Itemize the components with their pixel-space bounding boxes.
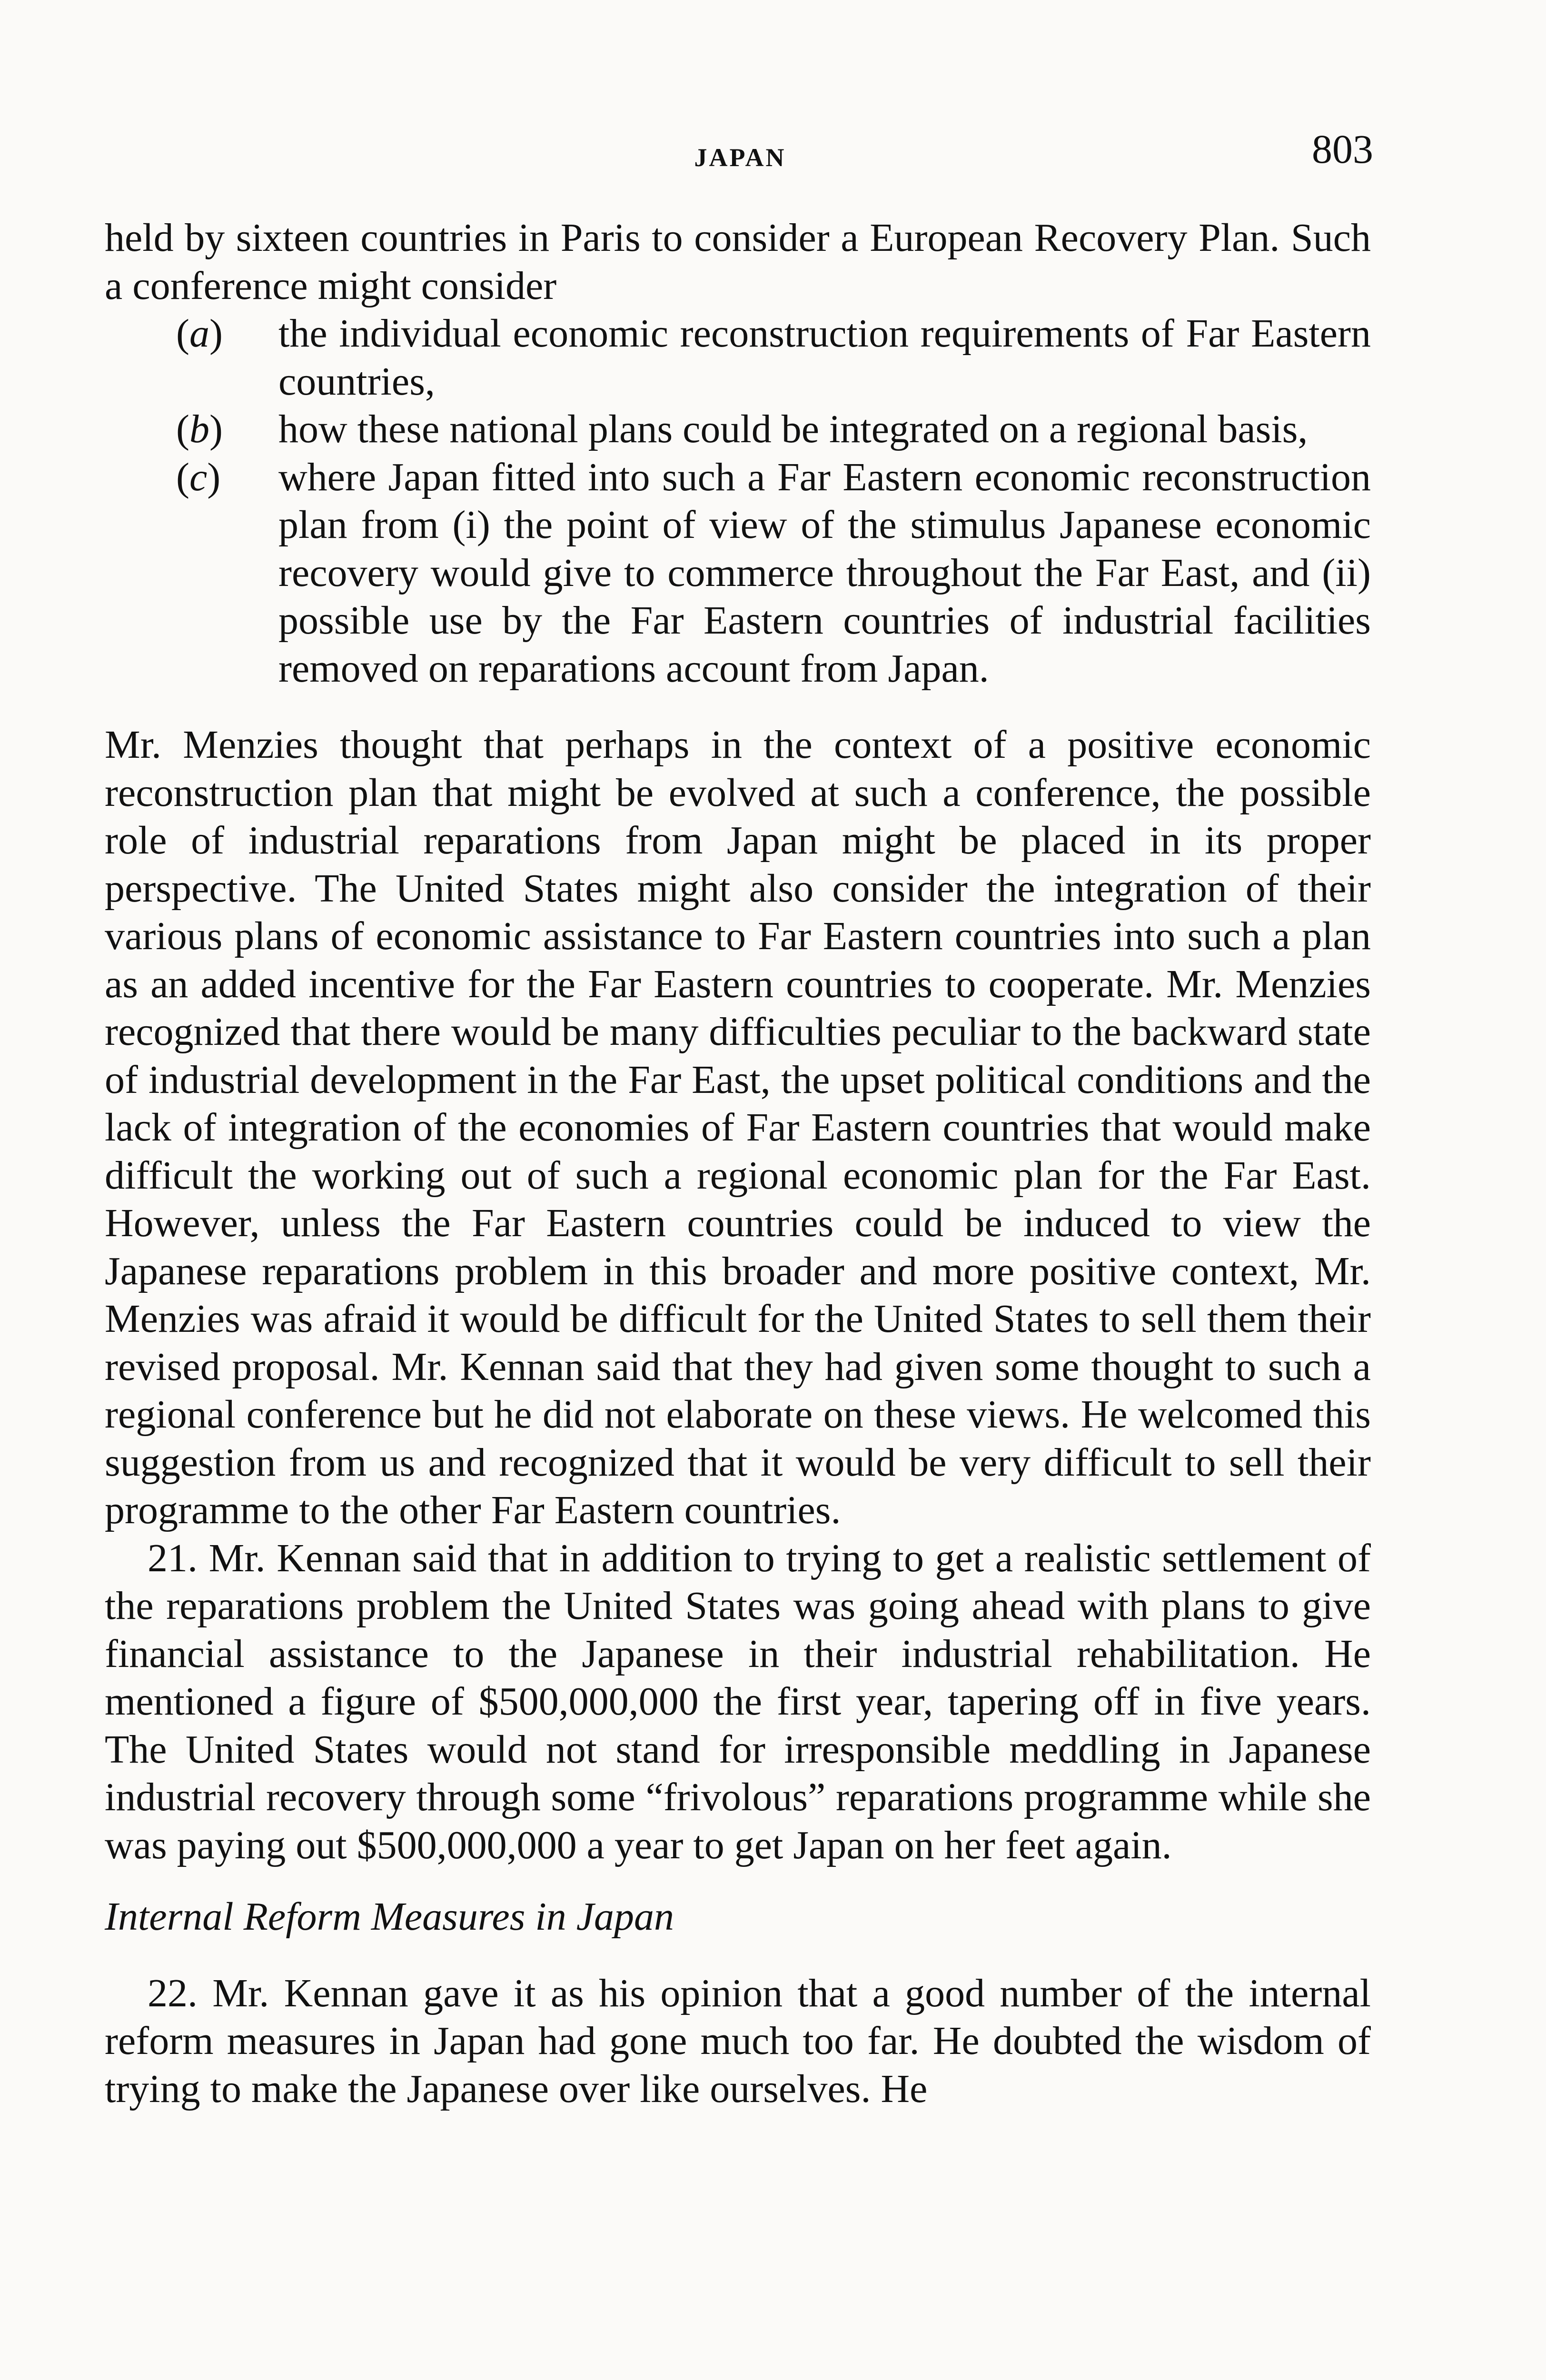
running-header <box>107 126 1373 181</box>
body-text <box>105 214 1371 2113</box>
list-item-text: how these national plans could be integrated on a regional basis, <box>278 407 1308 451</box>
menzies-paragraph: Mr. Menzies thought that perhaps in the context of a positive economic reconstruction plan that might be evolved at such a conference, the possible role of industrial reparations from Japan might be placed in its proper perspective. The United States might also consider the integration of their various plans of economic assistance to Far Eastern countries into such a plan as an added incentive for the Far Eastern countries to cooperate. Mr. Menzies recognized that there would be many difficulties peculiar to the backward state of industrial development in the Far East, the upset political conditions and the lack of integration of the economies of Far Eastern countries that would make difficult the working out of such a regional economic plan for the Far East. However, unless the Far Eastern countries could be induced to view the Japanese reparations problem in this broader and more positive context, Mr. Menzies was afraid it would be difficult for the United States to sell them their revised proposal. Mr. Kennan said that they had given some thought to such a regional conference but he did not elaborate on these views. He welcomed this suggestion from us and recognized that it would be very difficult to sell their programme to the other Far Eastern countries. <box>105 723 1371 1532</box>
list-item-text: the individual economic reconstruction requirements of Far Eastern countries, <box>278 311 1371 404</box>
list-marker: (c) <box>176 455 221 499</box>
running-title: JAPAN <box>694 143 786 172</box>
list-marker: (a) <box>176 311 223 356</box>
list-item <box>105 310 1371 406</box>
list-marker-letter: b <box>189 407 209 451</box>
paragraph-22: 22. Mr. Kennan gave it as his opinion that a good number of the internal reform measures in Japan had gone much too far. He doubted the wisdom of trying to make the Japanese over like ourselves. He <box>105 1971 1371 2111</box>
list-marker-letter: a <box>189 311 209 356</box>
considerations-list <box>105 310 1371 693</box>
paragraph-21: 21. Mr. Kennan said that in addition to trying to get a realistic settlement of the reparations problem the United States was going ahead with plans to give financial assistance to the Japanese in their industrial rehabilitation. He mentioned a figure of $500,000,000 the first year, tapering off in five years. The United States would not stand for irresponsible meddling in Japanese industrial recovery through some “frivolous” reparations programme while she was paying out $500,000,000 a year to get Japan on her feet again. <box>105 1536 1371 1867</box>
list-marker-letter: c <box>189 455 208 499</box>
intro-paragraph: held by sixteen countries in Paris to consider a European Recovery Plan. Such a conference might consider <box>105 216 1371 308</box>
section-heading: Internal Reform Measures in Japan <box>105 1894 674 1939</box>
list-item <box>105 454 1371 693</box>
page-number: 803 <box>1312 126 1373 172</box>
list-item <box>105 406 1371 454</box>
list-item-text: where Japan fitted into such a Far Eastern economic reconstruction plan from (i) the point of view of the stimulus Japanese economic recovery would give to commerce throughout the Far East, and (ii) possible use by the Far Eastern countries of industrial facilities removed on reparations account from Japan. <box>278 455 1371 691</box>
list-marker: (b) <box>176 407 223 451</box>
